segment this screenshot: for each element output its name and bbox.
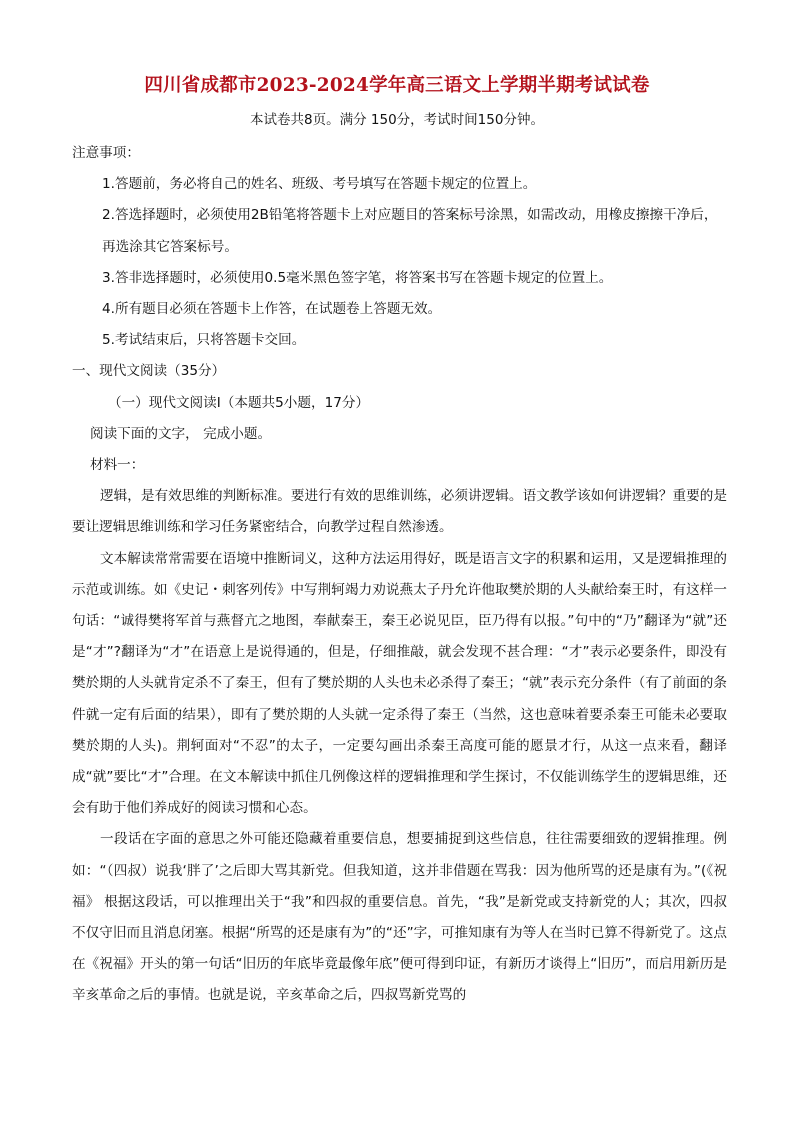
notice-heading: 注意事项： (72, 145, 140, 161)
subsection-heading: （一）现代文阅读Ⅰ（本题共5小题，17分） (108, 394, 370, 411)
body-paragraph: 文本解读常常需要在语境中推断词义，这种方法运用得好，既是语言文字的积累和运用，又是逻辑推理的示范或训练。如《史记・刺客列传》中写荆轲竭力劝说燕太子丹允许他取樊於期的人头献给秦王时，有这样一句话：“诚得樊将军首与燕督亢之地图，奉献秦王，秦王必说见臣，臣乃得有以报。”句中的“乃”翻译为“就”还是“才”?翻译为“才”在语意上是说得通的，但是，仔细推敲，就会发现不甚合理：“才”表示必要条件，即没有樊於期的人头就肯定杀不了秦王，但有了樊於期的人头也未必杀得了秦王；“就”表示充分条件（有了前面的条件就一定有后面的结果），即有了樊於期的人头就一定杀得了秦王（当然，这也意味着要杀秦王可能未必要取樊於期的人头)。荆轲面对“不忍”的太子，一定要勾画出杀秦王高度可能的愿景才行，从这一点来看，翻译成“就”要比“才”合理。在文本解读中抓住几例像这样的逻辑推理和学生探讨，不仅能训练学生的逻辑思维，还会有助于他们养成好的阅读习惯和心态。 (72, 550, 727, 817)
exam-title: 四川省成都市2023-2024学年高三语文上学期半期考试试卷 (144, 75, 650, 96)
material-label: 材料一： (90, 457, 145, 474)
reading-instruction: 阅读下面的文字， 完成小题。 (90, 425, 272, 442)
notice-item: 3.答非选择题时，必须使用0.5毫米黑色签字笔，将答案书写在答题卡规定的位置上。 (102, 269, 613, 286)
notice-item: 5.考试结束后，只将答题卡交回。 (102, 332, 306, 349)
document-body (72, 138, 727, 1012)
section-heading: 一、现代文阅读（35分） (72, 363, 226, 380)
notice-item: 1.答题前，务必将自己的姓名、班级、考号填写在答题卡规定的位置上。 (102, 176, 537, 193)
notice-item: 4.所有题目必须在答题卡上作答，在试题卷上答题无效。 (102, 301, 442, 318)
notice-item: 2.答选择题时，必须使用2B铅笔将答题卡上对应题目的答案标号涂黑，如需改动，用橡皮擦擦干净后，再选涂其它答案标号。 (102, 207, 718, 255)
body-paragraph: 一段话在字面的意思之外可能还隐藏着重要信息，想要捕捉到这些信息，往往需要细致的逻辑推理。例如：“（四叔）说我‘胖了’之后即大骂其新党。但我知道，这并非借题在骂我：因为他所骂的还是康有为。”(《祝福》 根据这段话，可以推理出关于“我”和四叔的重要信息。首先，“我”是新党或支持新党的人；其次，四叔不仅守旧而且消息闭塞。根据“所骂的还是康有为”的“还”字，可推知康有为等人在当时已算不得新党了。这点在《祝福》开头的第一句话“旧历的年底毕竟最像年底”便可得到印证，有新历才谈得上“旧历”，而启用新历是辛亥革命之后的事情。也就是说，辛亥革命之后，四叔骂新党骂的 (72, 831, 727, 1004)
body-paragraph: 逻辑，是有效思维的判断标准。要进行有效的思维训练，必须讲逻辑。语文教学该如何讲逻辑？重要的是要让逻辑思维训练和学习任务紧密结合，向教学过程自然渗透。 (72, 488, 727, 536)
exam-subtitle: 本试卷共8页。满分 150分，考试时间150分钟。 (250, 112, 544, 128)
